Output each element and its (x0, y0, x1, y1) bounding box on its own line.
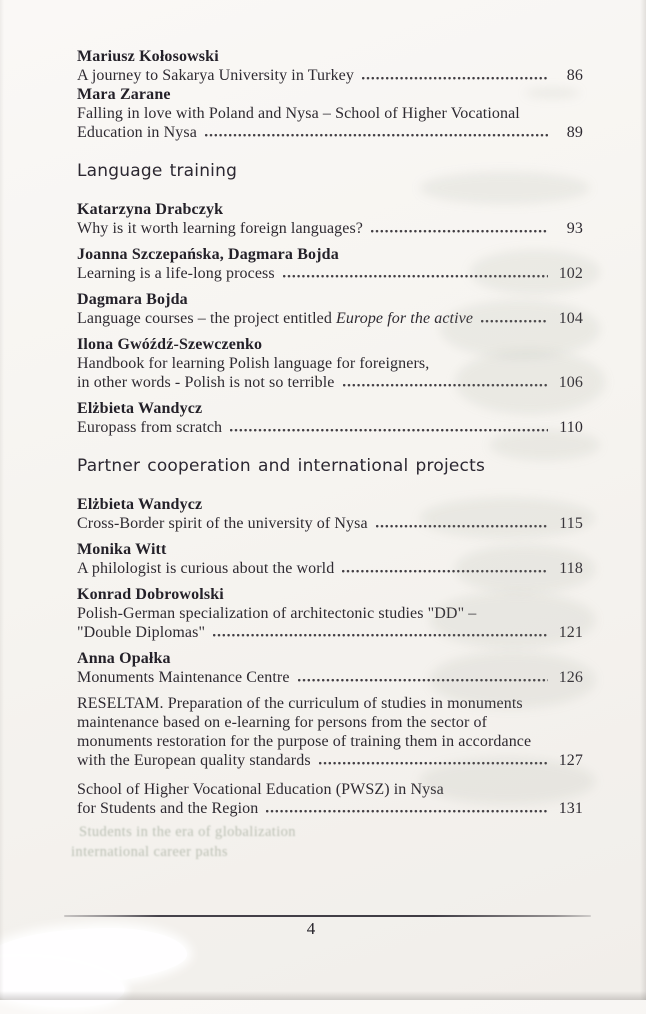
entry-page-number: 131 (558, 800, 583, 817)
toc-entry (77, 47, 583, 85)
entry-title: Falling in love with Poland and Nysa – School of Higher Vocational (77, 105, 520, 122)
page-edge-shadow (640, 0, 646, 1000)
scan-smudge (430, 652, 595, 708)
entry-title: RESELTAM. Preparation of the curriculum of studies in monuments (77, 695, 523, 712)
entry-title: Monuments Maintenance Centre (77, 669, 290, 686)
scan-smudge (525, 88, 580, 98)
entry-title: "Double Diplomas" (77, 624, 206, 641)
entry-title: Handbook for learning Polish language for foreigners, (77, 355, 430, 372)
entry-author: Joanna Szczepańska, Dagmara Bojda (77, 246, 339, 263)
entry-author: Dagmara Bojda (77, 291, 188, 308)
entry-title: Cross-Border spirit of the university of Nysa (77, 515, 368, 532)
entry-title: Why is it worth learning foreign languages? (77, 220, 363, 237)
entry-page-number: 86 (566, 67, 583, 84)
entry-title: with the European quality standards (77, 752, 311, 769)
toc-entry (77, 85, 583, 142)
dot-leader (371, 227, 548, 233)
entry-title: A philologist is curious about the world (77, 560, 335, 577)
entry-title-line (77, 123, 583, 142)
entry-page-number: 121 (558, 624, 583, 641)
entry-title: School of Higher Vocational Education (PWSZ) in Nysa (77, 781, 444, 798)
dot-leader (362, 74, 548, 80)
scan-smudge (420, 172, 590, 204)
scan-smudge (490, 430, 600, 460)
entry-author: Anna Opałka (77, 650, 171, 667)
entry-author: Mariusz Kołosowski (77, 48, 219, 65)
dot-leader (266, 807, 548, 813)
entry-title: monuments restoration for the purpose of training them in accordance (77, 733, 532, 750)
entry-title-line (77, 66, 583, 85)
section-heading: Partner cooperation and international projects (77, 456, 486, 476)
entry-author: Mara Zarane (77, 86, 171, 103)
entry-title-prefix: Language courses – the project entitled (77, 310, 337, 327)
entry-page-number: 102 (558, 265, 583, 282)
entry-author: Elżbieta Wandycz (77, 496, 203, 513)
toc-section (77, 47, 583, 142)
entry-title: A journey to Sakarya University in Turkey (77, 67, 354, 84)
footer-rule (64, 915, 591, 917)
entry-title: for Students and the Region (77, 800, 259, 817)
entry-title: Europass from scratch (77, 419, 223, 436)
entry-page-number: 106 (558, 374, 583, 391)
entry-title: Education in Nysa (77, 124, 197, 141)
scan-smudge (420, 758, 595, 804)
entry-author: Ilona Gwóźdź-Szewczenko (77, 336, 263, 353)
entry-author: Katarzyna Drabczyk (77, 201, 224, 218)
entry-title: maintenance based on e-learning for persons from the sector of (77, 714, 488, 731)
entry-title: Polish-German specialization of architectonic studies "DD" – (77, 605, 477, 622)
entry-title-italic: Europe for the active (336, 310, 474, 327)
page-number: 4 (306, 919, 316, 938)
page-edge-shadow (0, 991, 646, 1000)
entry-author: Elżbieta Wandycz (77, 400, 203, 417)
entry-page-number: 89 (566, 124, 583, 141)
bleed-through-text: Students in the era of globalization (79, 824, 296, 840)
toc-entry (77, 200, 583, 238)
entry-title-line (77, 219, 583, 238)
entry-page-number: 104 (558, 310, 583, 327)
entry-author: Monika Witt (77, 541, 167, 558)
scan-smudge (430, 592, 595, 648)
dot-leader (230, 426, 548, 432)
entry-author: Konrad Dobrowolski (77, 586, 224, 603)
entry-title (77, 309, 473, 328)
entry-page-number: 93 (566, 220, 583, 237)
entry-title: Learning is a life-long process (77, 265, 275, 282)
entry-page-number: 110 (559, 419, 583, 436)
entry-page-number: 127 (558, 752, 583, 769)
entry-page-number: 115 (559, 515, 583, 532)
scan-smudge (420, 498, 595, 538)
scan-smudge (470, 250, 600, 294)
dot-leader (205, 131, 548, 137)
scan-smudge (455, 350, 605, 414)
section-heading: Language training (77, 161, 238, 181)
entry-page-number: 118 (559, 560, 583, 577)
entry-title: in other words - Polish is not so terrible (77, 374, 335, 391)
page-edge-shadow (0, 0, 4, 1000)
scan-smudge (455, 545, 595, 593)
entry-page-number: 126 (558, 669, 583, 686)
bleed-through-text: international career paths (71, 844, 228, 860)
